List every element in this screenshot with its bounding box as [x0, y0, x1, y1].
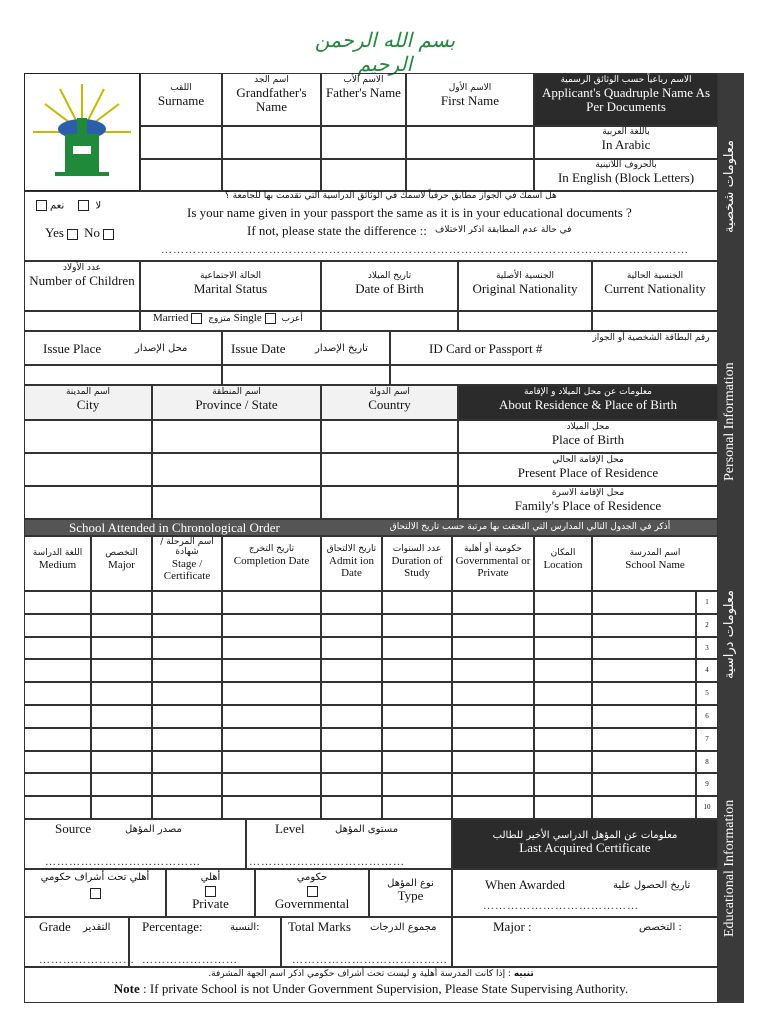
- school-row-number: 2: [696, 614, 718, 637]
- marital-header: الحالة الاجتماعية Marital Status: [140, 261, 321, 311]
- school-table-cell[interactable]: [321, 614, 382, 637]
- school-table-cell[interactable]: [152, 591, 222, 614]
- first-english-field[interactable]: [406, 159, 534, 191]
- level-cell: Level مستوى المؤهل …………………………………: [246, 819, 452, 869]
- school-table-cell[interactable]: [91, 705, 152, 728]
- school-table-cell[interactable]: [24, 773, 91, 796]
- level-field[interactable]: …………………………………: [249, 856, 405, 868]
- family-province-field[interactable]: [152, 486, 321, 519]
- percentage-cell: Percentage: النسبة: ……………………: [129, 917, 281, 967]
- last-certificate-header: معلومات عن المؤهل الدراسي الأخير للطالب Last Acquired Certificate: [452, 819, 718, 869]
- school-table-cell[interactable]: [321, 591, 382, 614]
- school-table-cell[interactable]: [91, 637, 152, 660]
- city-header: اسم المدينة City: [24, 385, 152, 420]
- difference-field[interactable]: ……………………………………………………………………………………………………………………: [161, 244, 689, 256]
- issue-date-header: Issue Date تاريخ الإصدار: [222, 331, 390, 365]
- school-table-cell[interactable]: [152, 614, 222, 637]
- governmental-checkbox[interactable]: [307, 886, 318, 897]
- school-table-cell[interactable]: [592, 591, 696, 614]
- source-field[interactable]: …………………………………: [45, 856, 201, 868]
- surname-header: اللقب Surname: [140, 73, 222, 126]
- school-table-cell[interactable]: [152, 728, 222, 751]
- school-table-cell[interactable]: [534, 796, 592, 819]
- school-table-cell[interactable]: [222, 773, 321, 796]
- birth-city-field[interactable]: [24, 420, 152, 453]
- birth-country-field[interactable]: [321, 420, 458, 453]
- school-table-cell[interactable]: [152, 773, 222, 796]
- school-table-cell[interactable]: [24, 705, 91, 728]
- id-card-header: ID Card or Passport # رقم البطاقة الشخصية أو الجواز: [390, 331, 718, 365]
- school-table-cell[interactable]: [152, 705, 222, 728]
- grandfather-english-field[interactable]: [222, 159, 321, 191]
- in-arabic-label: باللغة العربية In Arabic: [534, 126, 718, 159]
- single-checkbox[interactable]: [265, 313, 276, 324]
- school-table-cell[interactable]: [452, 796, 534, 819]
- surname-arabic-field[interactable]: [140, 126, 222, 159]
- school-table-cell[interactable]: [592, 682, 696, 705]
- grandfather-header: اسم الجد Grandfather's Name: [222, 73, 321, 126]
- school-row-number: 10: [696, 796, 718, 819]
- school-table-cell[interactable]: [534, 773, 592, 796]
- school-table-cell[interactable]: [321, 751, 382, 774]
- type-cell: نوع المؤهل Type: [369, 869, 452, 917]
- family-city-field[interactable]: [24, 486, 152, 519]
- school-table-cell[interactable]: [592, 705, 696, 728]
- school-table-cell[interactable]: [24, 728, 91, 751]
- source-cell: Source مصدر المؤهل …………………………………: [24, 819, 246, 869]
- university-logo-icon: [25, 74, 139, 190]
- school-table-cell[interactable]: [382, 728, 452, 751]
- school-row-number: 6: [696, 705, 718, 728]
- col-gov-private: حكومية أو أهلية Governmental or Private: [452, 536, 534, 591]
- school-row-number: 5: [696, 682, 718, 705]
- school-table-cell[interactable]: [592, 751, 696, 774]
- school-table-cell[interactable]: [592, 773, 696, 796]
- grade-field[interactable]: ……………………: [39, 954, 135, 966]
- total-marks-cell: Total Marks مجموع الدرجات …………………………………: [281, 917, 452, 967]
- family-residence-label: محل الإقامة الاسرة Family's Place of Residence: [458, 486, 718, 519]
- in-english-label: بالحروف اللاتينية In English (Block Letters): [534, 159, 718, 191]
- school-table-cell[interactable]: [534, 659, 592, 682]
- school-row-number: 3: [696, 637, 718, 660]
- col-location: المكان Location: [534, 536, 592, 591]
- school-table-cell[interactable]: [321, 796, 382, 819]
- school-table-cell[interactable]: [534, 637, 592, 660]
- school-table-cell[interactable]: [382, 773, 452, 796]
- school-table-cell[interactable]: [222, 637, 321, 660]
- school-table-cell[interactable]: [382, 591, 452, 614]
- school-table-cell[interactable]: [534, 614, 592, 637]
- married-checkbox[interactable]: [191, 313, 202, 324]
- school-table-cell[interactable]: [152, 751, 222, 774]
- school-table-cell[interactable]: [24, 796, 91, 819]
- first-name-header: الاسم الأول First Name: [406, 73, 534, 126]
- no-checkbox[interactable]: [103, 229, 114, 240]
- school-table-cell[interactable]: [91, 591, 152, 614]
- school-table-cell[interactable]: [91, 614, 152, 637]
- school-table-cell[interactable]: [91, 682, 152, 705]
- school-table-cell[interactable]: [91, 751, 152, 774]
- school-table-cell[interactable]: [152, 682, 222, 705]
- school-table-cell[interactable]: [91, 773, 152, 796]
- surname-english-field[interactable]: [140, 159, 222, 191]
- major-cell: Major : التخصص :: [452, 917, 718, 967]
- school-table-cell[interactable]: [222, 796, 321, 819]
- school-table-cell[interactable]: [452, 591, 534, 614]
- children-header: عدد الأولاد Number of Children: [24, 261, 140, 311]
- school-table-cell[interactable]: [382, 682, 452, 705]
- school-row-number: 1: [696, 591, 718, 614]
- birth-province-field[interactable]: [152, 420, 321, 453]
- school-table-cell[interactable]: [24, 637, 91, 660]
- present-province-field[interactable]: [152, 453, 321, 486]
- school-table-cell[interactable]: [222, 682, 321, 705]
- children-field[interactable]: [24, 311, 140, 331]
- governmental-cell: حكومي Governmental: [255, 869, 369, 917]
- school-table-cell[interactable]: [452, 705, 534, 728]
- school-table-cell[interactable]: [152, 637, 222, 660]
- present-city-field[interactable]: [24, 453, 152, 486]
- school-table-cell[interactable]: [592, 796, 696, 819]
- percentage-field[interactable]: ……………………: [142, 954, 238, 966]
- yes-checkbox[interactable]: [67, 229, 78, 240]
- difference-ar: في حالة عدم المطابقة اذكر الاختلاف: [435, 225, 572, 235]
- curr-nat-field[interactable]: [592, 311, 718, 331]
- school-table-cell[interactable]: [382, 751, 452, 774]
- school-table-cell[interactable]: [534, 591, 592, 614]
- school-table-cell[interactable]: [382, 637, 452, 660]
- school-row-number: 4: [696, 659, 718, 682]
- school-table-cell[interactable]: [152, 796, 222, 819]
- school-table-cell[interactable]: [24, 751, 91, 774]
- school-table-cell[interactable]: [592, 728, 696, 751]
- school-table-cell[interactable]: [222, 614, 321, 637]
- dob-header: تاريخ الميلاد Date of Birth: [321, 261, 458, 311]
- school-table-cell[interactable]: [452, 614, 534, 637]
- place-of-birth-label: محل الميلاد Place of Birth: [458, 420, 718, 453]
- school-table-cell[interactable]: [321, 773, 382, 796]
- private-supervised-checkbox[interactable]: [90, 888, 101, 899]
- school-table-cell[interactable]: [452, 637, 534, 660]
- basmala: بسم الله الرحمن الرحيم: [314, 28, 456, 76]
- school-table-cell[interactable]: [534, 682, 592, 705]
- school-row-number: 7: [696, 728, 718, 751]
- school-table-cell[interactable]: [592, 637, 696, 660]
- passport-question-ar: هل اسمك في الجواز مطابق حرفياً لاسمك في الوثائق الدراسية التي تقدمت بها للجامعة ؟: [225, 191, 557, 201]
- col-stage: اسم المرحلة / شهادة Stage / Certificate: [152, 536, 222, 591]
- school-table-cell[interactable]: [382, 705, 452, 728]
- school-table-cell[interactable]: [534, 751, 592, 774]
- col-major: التخصص Major: [91, 536, 152, 591]
- school-table-cell[interactable]: [382, 659, 452, 682]
- passport-question-block: لا نعم Yes No هل اسمك في الجواز مطابق حرفياً لاسمك في الوثائق الدراسية التي تقدمت بها للجامعة ؟ Is your name given in your passport the same as it is in your educational documents ? If not, please state the difference :: في حالة عدم المطابقة اذكر الاختلاف ……………………………………………………………………………………………………………………: [24, 191, 718, 261]
- school-table-cell[interactable]: [24, 659, 91, 682]
- father-english-field[interactable]: [321, 159, 406, 191]
- col-admission: تاريخ الالتحاق Admit ion Date: [321, 536, 382, 591]
- father-arabic-field[interactable]: [321, 126, 406, 159]
- school-table-cell[interactable]: [222, 751, 321, 774]
- private-cell: أهلي Private: [166, 869, 255, 917]
- col-duration: عدد السنوات Duration of Study: [382, 536, 452, 591]
- school-table-cell[interactable]: [321, 637, 382, 660]
- about-residence-header: معلومات عن محل الميلاد و الإقامة About Residence & Place of Birth: [458, 385, 718, 420]
- school-table-cell[interactable]: [534, 728, 592, 751]
- marital-field: Married متزوج Single أعزب: [140, 311, 321, 331]
- issue-date-field[interactable]: [222, 365, 390, 385]
- school-table-cell[interactable]: [222, 705, 321, 728]
- school-table-cell[interactable]: [321, 705, 382, 728]
- family-country-field[interactable]: [321, 486, 458, 519]
- school-table-cell[interactable]: [452, 728, 534, 751]
- school-table-cell[interactable]: [592, 659, 696, 682]
- grandfather-arabic-field[interactable]: [222, 126, 321, 159]
- orig-nat-field[interactable]: [458, 311, 592, 331]
- no-ar-checkbox[interactable]: [36, 200, 47, 211]
- col-medium: اللغة الدراسة Medium: [24, 536, 91, 591]
- private-supervised-cell: أهلي تحت أشراف حكومي: [24, 869, 166, 917]
- school-table-cell[interactable]: [452, 751, 534, 774]
- school-table-cell[interactable]: [222, 659, 321, 682]
- curr-nat-header: الجنسية الحالية Current Nationality: [592, 261, 718, 311]
- school-table-cell[interactable]: [321, 659, 382, 682]
- dob-field[interactable]: [321, 311, 458, 331]
- school-table-cell[interactable]: [222, 591, 321, 614]
- school-table-cell[interactable]: [452, 659, 534, 682]
- passport-question-en: Is your name given in your passport the same as it is in your educational documents ?: [187, 205, 632, 220]
- school-table-cell[interactable]: [452, 682, 534, 705]
- issue-place-header: Issue Place محل الإصدار: [24, 331, 222, 365]
- school-table-cell[interactable]: [382, 796, 452, 819]
- present-country-field[interactable]: [321, 453, 458, 486]
- difference-en: If not, please state the difference ::: [247, 223, 427, 238]
- country-header: اسم الدولة Country: [321, 385, 458, 420]
- school-table-cell[interactable]: [222, 728, 321, 751]
- school-table-cell[interactable]: [452, 773, 534, 796]
- note-block: تنبيه : إذا كانت المدرسة أهلية و ليست تحت أشراف حكومي اذكر اسم الجهة المشرفة. Note : If private School is not Under Government Supervision, Please State Supervising Authority.: [24, 967, 718, 1003]
- yes-ar-checkbox[interactable]: [78, 200, 89, 211]
- school-table-cell[interactable]: [592, 614, 696, 637]
- orig-nat-header: الجنسية الأصلية Original Nationality: [458, 261, 592, 311]
- school-table-cell[interactable]: [321, 682, 382, 705]
- school-table-cell[interactable]: [24, 591, 91, 614]
- quadruple-name-header: الاسم رباعياً حسب الوثائق الرسمية Applicant's Quadruple Name As Per Documents: [534, 73, 718, 126]
- col-completion: تاريخ التخرج Completion Date: [222, 536, 321, 591]
- when-awarded-cell: When Awarded تاريخ الحصول علية …………………………………: [452, 869, 718, 917]
- school-section-header: School Attended in Chronological Order أذكر في الجدول التالي المدارس التي التحقت بها مرتبة حسب تاريخ الالتحاق: [24, 519, 718, 536]
- school-row-number: 8: [696, 751, 718, 774]
- school-table-cell[interactable]: [382, 614, 452, 637]
- school-table-cell[interactable]: [24, 614, 91, 637]
- school-table-cell[interactable]: [91, 728, 152, 751]
- col-school-name: اسم المدرسة School Name: [592, 536, 718, 591]
- present-residence-label: محل الإقامة الحالي Present Place of Residence: [458, 453, 718, 486]
- province-header: اسم المنطقة Province / State: [152, 385, 321, 420]
- grade-cell: Grade التقدير ……………………: [24, 917, 129, 967]
- first-arabic-field[interactable]: [406, 126, 534, 159]
- school-table-cell[interactable]: [534, 705, 592, 728]
- total-marks-field[interactable]: …………………………………: [292, 954, 448, 966]
- sidebar-personal: معلومات شخصية Personal Information: [718, 73, 744, 519]
- school-table-cell[interactable]: [152, 659, 222, 682]
- school-table-cell[interactable]: [91, 796, 152, 819]
- school-row-number: 9: [696, 773, 718, 796]
- id-card-field[interactable]: [390, 365, 718, 385]
- school-table-cell[interactable]: [24, 682, 91, 705]
- private-checkbox[interactable]: [205, 886, 216, 897]
- when-awarded-field[interactable]: …………………………………: [483, 900, 639, 912]
- sidebar-educational: معلومات دراسية Educational Information: [718, 519, 744, 1003]
- school-table-cell[interactable]: [91, 659, 152, 682]
- issue-place-field[interactable]: [24, 365, 222, 385]
- father-header: الاسم الأب Father's Name: [321, 73, 406, 126]
- logo-cell: [24, 73, 140, 191]
- school-table-cell[interactable]: [321, 728, 382, 751]
